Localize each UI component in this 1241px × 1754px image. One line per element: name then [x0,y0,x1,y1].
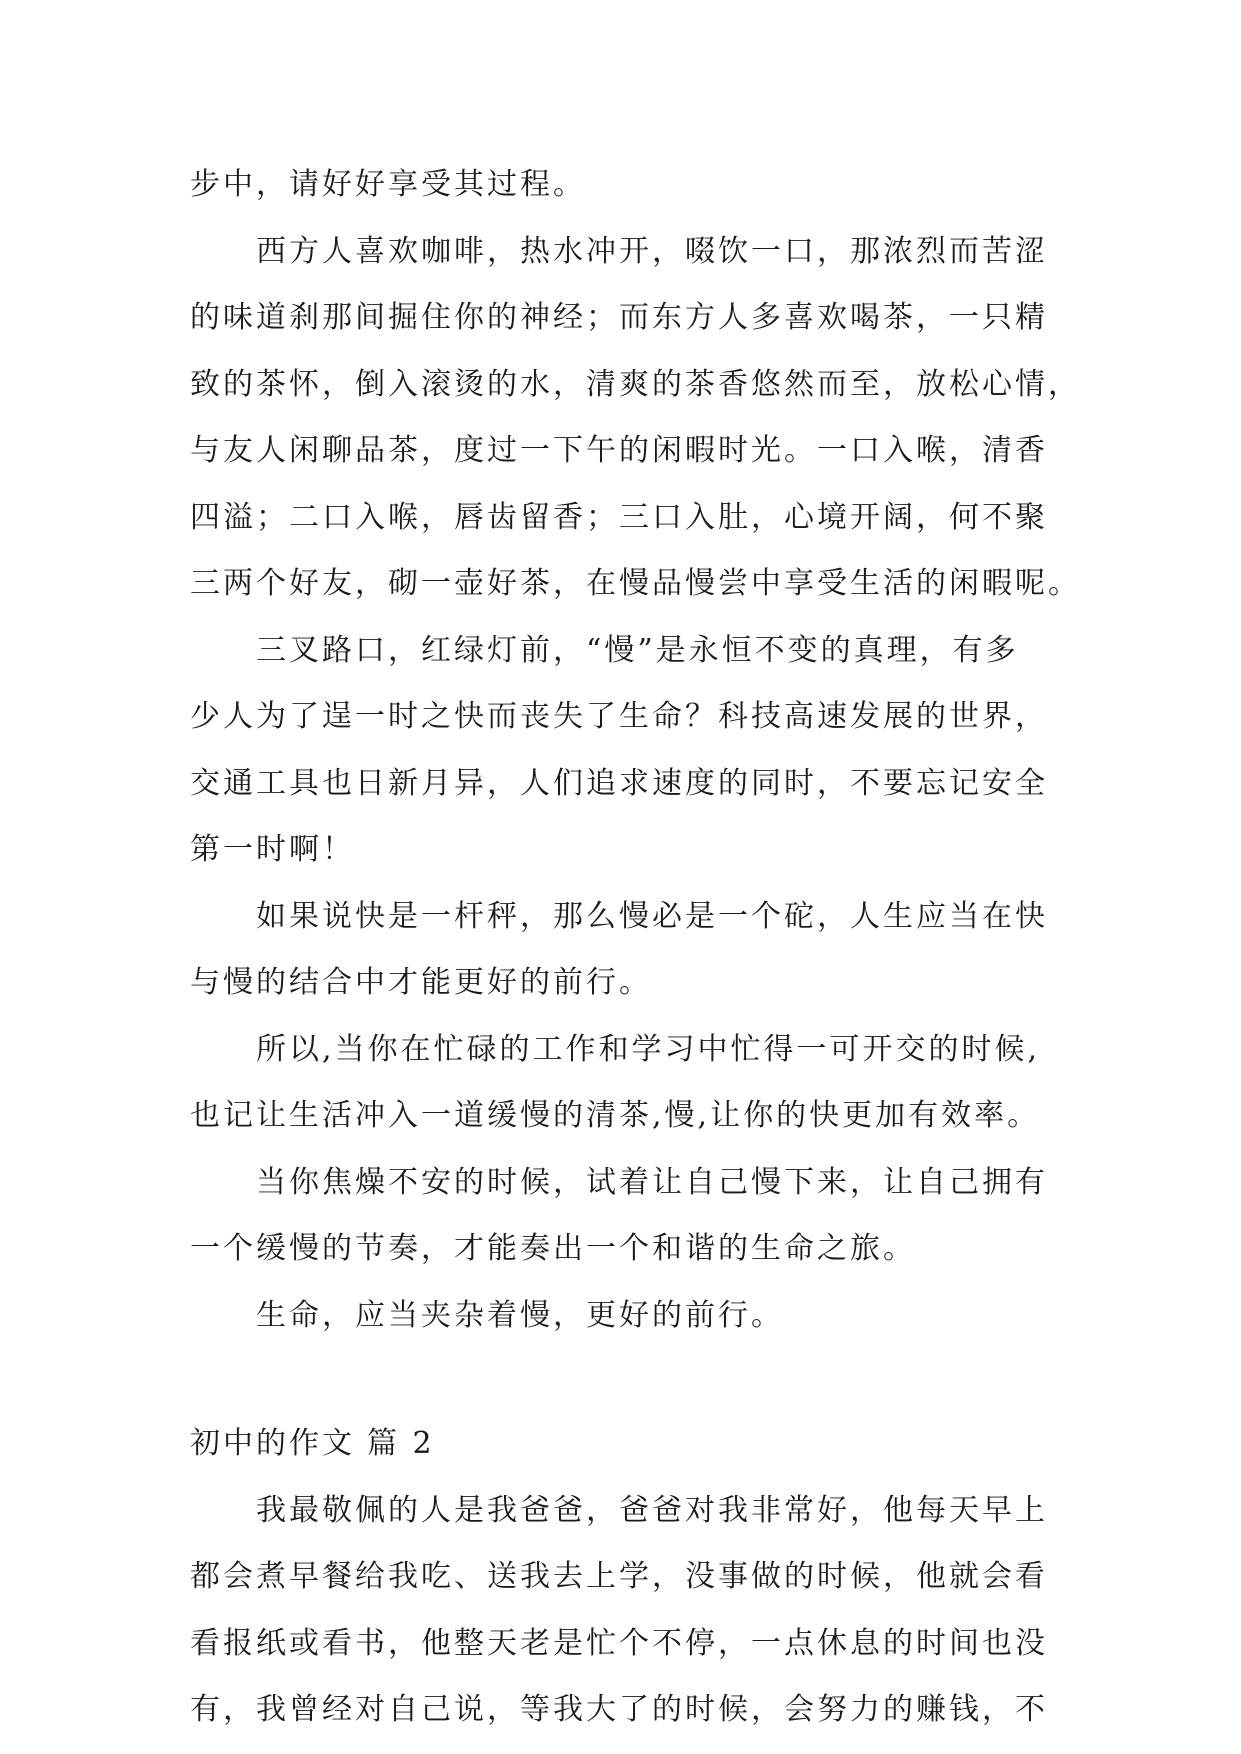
text-line: 与友人闲聊品茶，度过一下午的闲暇时光。一口入喉，清香 [190,433,1048,468]
text-line: 三两个好友，砌一壶好茶，在慢品慢尝中享受生活的闲暇呢。 [190,566,1081,601]
paragraph-coffee-tea [190,219,1081,618]
text-line: 致的茶怀，倒入滚烫的水，清爽的茶香悠然而至，放松心情， [190,366,1081,402]
document-body [190,152,1081,1744]
section-number: 篇 2 [367,1426,435,1461]
section-spacer [190,1349,1050,1411]
text-line: 少人为了逞一时之快而丧失了生命？科技高速发展的世界， [190,699,1048,734]
text-line: 看报纸或看书，他整天老是忙个不停，一点休息的时间也没 [190,1625,1048,1661]
text-line: 一个缓慢的节奏，才能奏出一个和谐的生命之旅。 [190,1231,916,1266]
section-heading [190,1411,1050,1478]
paragraph-traffic [190,618,1050,884]
text-line: 都会煮早餐给我吃、送我去上学，没事做的时候，他就会看 [190,1559,1048,1594]
text-line: 与慢的结合中才能更好的前行。 [190,965,652,1000]
text-line: 西方人喜欢咖啡，热水冲开，啜饮一口，那浓烈而苦涩 [256,233,1048,269]
text-line: 有，我曾经对自己说，等我大了的时候，会努力的赚钱，不 [190,1692,1048,1727]
text-line: 我最敬佩的人是我爸爸，爸爸对我非常好，他每天早上 [256,1492,1048,1528]
text-line: 第一时啊！ [190,832,355,867]
paragraph-scale [190,884,1050,1017]
paragraph-conclusion [190,1283,1050,1350]
text-line: 如果说快是一杆秤，那么慢必是一个砣，人生应当在快 [256,898,1048,934]
paragraph-intro-tail [190,152,1050,219]
text-line: 也记让生活冲入一道缓慢的清茶,慢,让你的快更加有效率。 [190,1098,1041,1133]
text-line: 四溢；二口入喉，唇齿留香；三口入肚，心境开阔，何不聚 [190,499,1048,535]
paragraph-anxiety [190,1150,1050,1283]
text-line: 生命，应当夹杂着慢，更好的前行。 [256,1297,784,1333]
text-line: 交通工具也日新月异，人们追求速度的同时，不要忘记安全 [190,765,1048,801]
text-line: 当你焦燥不安的时候，试着让自己慢下来，让自己拥有 [256,1164,1048,1200]
text-line: 步中，请好好享受其过程。 [190,167,586,202]
text-line: 的味道刹那间掘住你的神经；而东方人多喜欢喝茶，一只精 [190,300,1048,335]
text-line: 所以,当你在忙碌的工作和学习中忙得一可开交的时候, [256,1031,1041,1067]
paragraph-busy-life [190,1017,1050,1150]
text-line: 三叉路口，红绿灯前，“慢”是永恒不变的真理，有多 [256,632,1019,668]
paragraph-father [190,1478,1050,1744]
section-title: 初中的作文 [190,1426,355,1461]
